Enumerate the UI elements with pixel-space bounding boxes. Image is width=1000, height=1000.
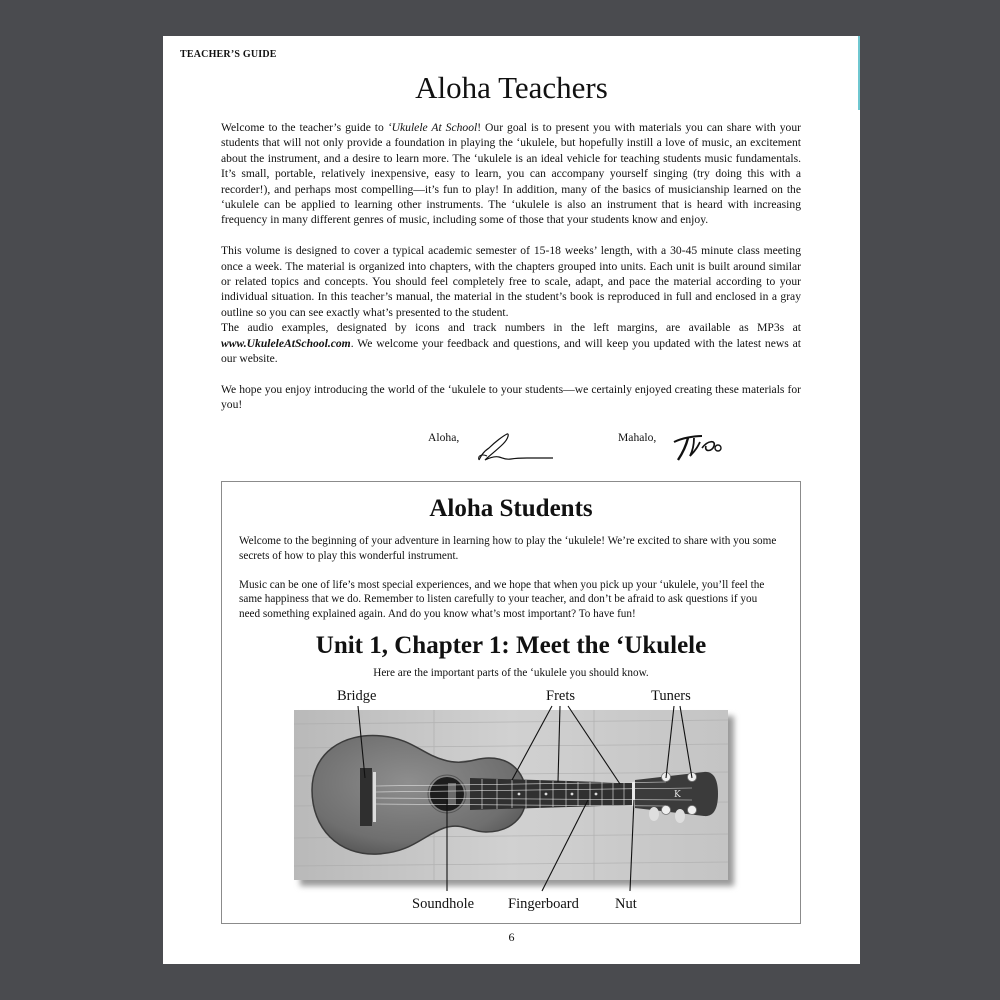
intro-paragraph-4: We hope you enjoy introducing the world of the ‘ukulele to your students—we certainly enjoyed creating these materials for you! [221, 382, 801, 412]
student-content-box [221, 481, 801, 924]
signature-2 [668, 430, 728, 464]
signature-1 [469, 430, 559, 464]
page-edge-accent [858, 36, 860, 110]
label-soundhole: Soundhole [412, 896, 475, 912]
label-tuners: Tuners [651, 688, 691, 704]
student-intro [239, 534, 779, 636]
intro-paragraph-1: Welcome to the teacher’s guide to ‘Ukulele At School! Our goal is to present you with materials you can share with your students that will not only provide a foundation in playing the ‘ukulele, but hopefully instill a love of music, an excitement about the instrument, and a desire to learn more. The ‘ukulele is an ideal vehicle for teaching students music fundamentals. It’s small, portable, relatively inexpensive, easy to learn, you can accompany yourself singing (try doing this with a recorder!), and perhaps most compelling—it’s fun to play! In addition, many of the basics of musicianship learned on the ‘ukulele can be applied to learning other instruments. The ‘ukulele is also an instrument that is heard with increasing frequency in many different genres of music, including some of those that your students know and enjoy. [221, 121, 801, 227]
signoff-aloha: Aloha, [428, 431, 460, 444]
student-paragraph-1: Welcome to the beginning of your adventure in learning how to play the ‘ukulele! We’re excited to share with you some secrets of how to play this wonderful instrument. [239, 535, 777, 562]
teacher-intro [221, 120, 801, 428]
intro-paragraph-3: The audio examples, designated by icons and track numbers in the left margins, are available as MP3s at www.UkuleleAtSchool.com. We welcome your feedback and questions, and will keep you updated with the latest news at our website. [221, 321, 801, 366]
page-title: Aloha Teachers [415, 70, 608, 105]
label-bridge: Bridge [337, 688, 377, 704]
website-link[interactable]: www.UkuleleAtSchool.com [221, 336, 351, 350]
ukulele-photo [294, 710, 728, 880]
intro-paragraph-2: This volume is designed to cover a typical academic semester of 15-18 weeks’ length, with a 30-45 minute class meeting once a week. The material is organized into chapters, with the chapters grouped into units. Each unit is built around similar or related topics and concepts. You should feel completely free to scale, adapt, and pace the material according to your individual situation. In this teacher’s manual, the material in the student’s book is reproduced in full and enclosed in a gray outline so you can see exactly what’s presented to the student. [221, 244, 801, 319]
signoff-mahalo: Mahalo, [618, 431, 657, 444]
book-title: ‘Ukulele At School [387, 121, 478, 134]
page-number: 6 [508, 930, 515, 944]
student-paragraph-2: Music can be one of life’s most special experiences, and we hope that when you pick up your ‘ukulele, you’ll feel the same happiness that we do. Remember to listen carefully to your teacher, and don’t be afraid to ask questions if you need something explained again. And do you know what’s most important? To have fun! [239, 578, 765, 620]
label-frets: Frets [546, 688, 575, 704]
label-fingerboard: Fingerboard [508, 896, 579, 912]
document-page [163, 36, 860, 964]
running-header: TEACHER’S GUIDE [180, 49, 277, 60]
chapter-subtitle: Here are the important parts of the ‘ukulele you should know. [373, 667, 649, 679]
label-nut: Nut [615, 896, 637, 912]
svg-text:K: K [674, 790, 681, 800]
chapter-title: Unit 1, Chapter 1: Meet the ‘Ukulele [315, 632, 707, 659]
ukulele-photo-frame [294, 710, 728, 880]
student-section-title: Aloha Students [429, 495, 593, 522]
